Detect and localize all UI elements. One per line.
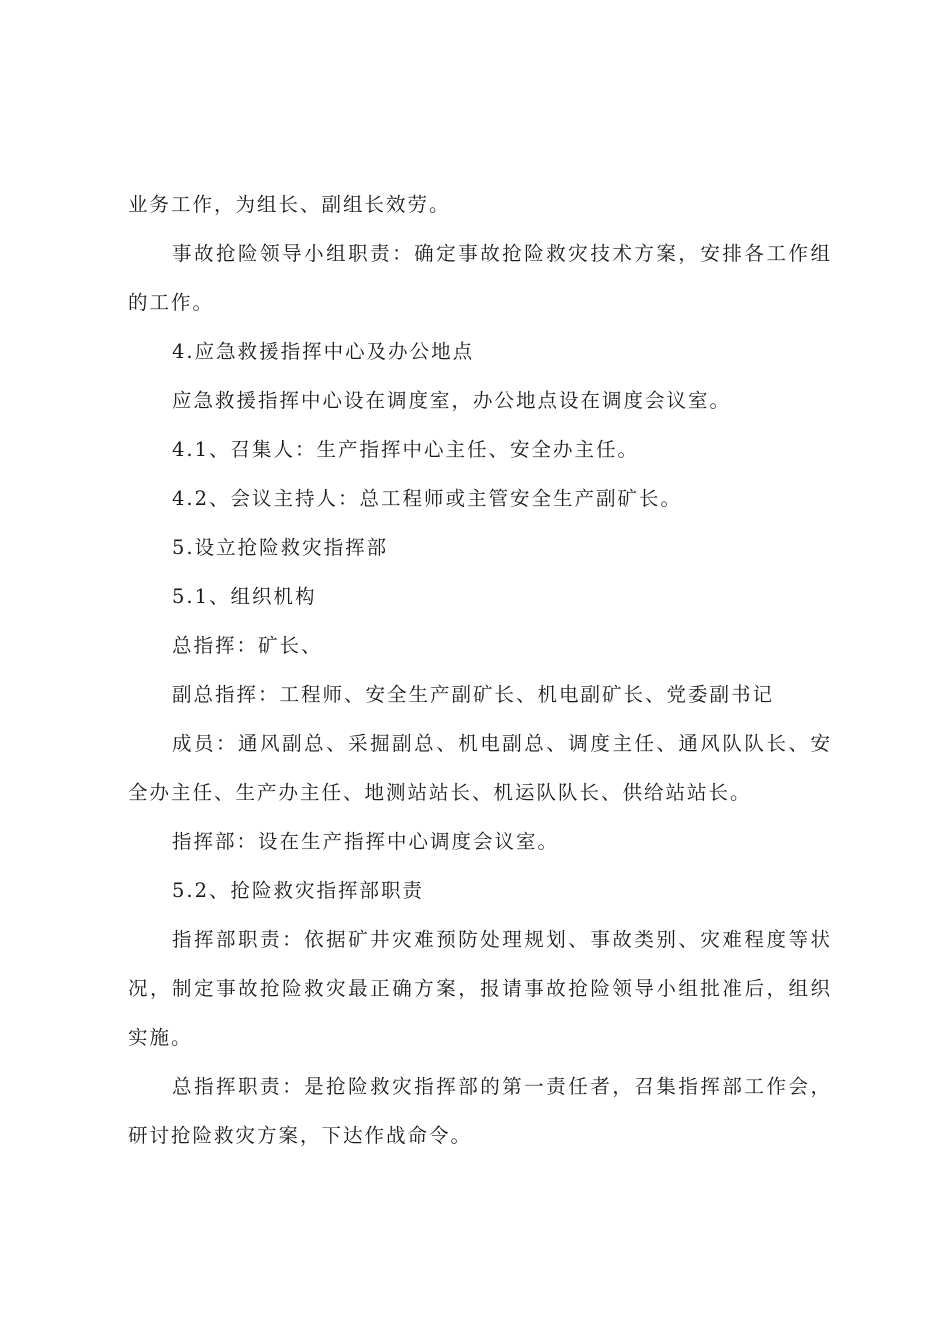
subsection-heading-5-1: 5.1、组织机构 bbox=[172, 585, 317, 608]
subsection-heading-5-2: 5.2、抢险救灾指挥部职责 bbox=[172, 879, 425, 902]
paragraph-members: 成员：通风副总、采掘副总、机电副总、调度主任、通风队队长、安全办主任、生产办主任、地测站站长、机运队队长、供给站站长。 bbox=[128, 732, 832, 804]
paragraph-4-1: 4.1、召集人：生产指挥中心主任、安全办主任。 bbox=[172, 438, 640, 461]
paragraph-deputy-commander: 副总指挥：工程师、安全生产副矿长、机电副矿长、党委副书记 bbox=[172, 683, 775, 706]
section-heading-5: 5.设立抢险救灾指挥部 bbox=[172, 536, 389, 559]
paragraph-hq-duties: 指挥部职责：依据矿井灾难预防处理规划、事故类别、灾难程度等状况，制定事故抢险救灾最正确方案，报请事故抢险领导小组批准后，组织实施。 bbox=[128, 928, 832, 1049]
paragraph-commander-duties: 总指挥职责：是抢险救灾指挥部的第一责任者，召集指挥部工作会，研讨抢险救灾方案，下达作战命令。 bbox=[128, 1075, 832, 1147]
paragraph-headquarters: 指挥部：设在生产指挥中心调度会议室。 bbox=[172, 830, 560, 853]
paragraph-commander: 总指挥：矿长、 bbox=[172, 634, 323, 657]
document-body bbox=[128, 180, 832, 1160]
paragraph-1: 业务工作，为组长、副组长效劳。 bbox=[128, 193, 451, 216]
paragraph-4-2: 4.2、会议主持人：总工程师或主管安全生产副矿长。 bbox=[172, 487, 683, 510]
paragraph-3: 应急救援指挥中心设在调度室，办公地点设在调度会议室。 bbox=[172, 389, 732, 412]
section-heading-4: 4.应急救援指挥中心及办公地点 bbox=[172, 340, 475, 363]
paragraph-2: 事故抢险领导小组职责：确定事故抢险救灾技术方案，安排各工作组的工作。 bbox=[128, 242, 832, 314]
